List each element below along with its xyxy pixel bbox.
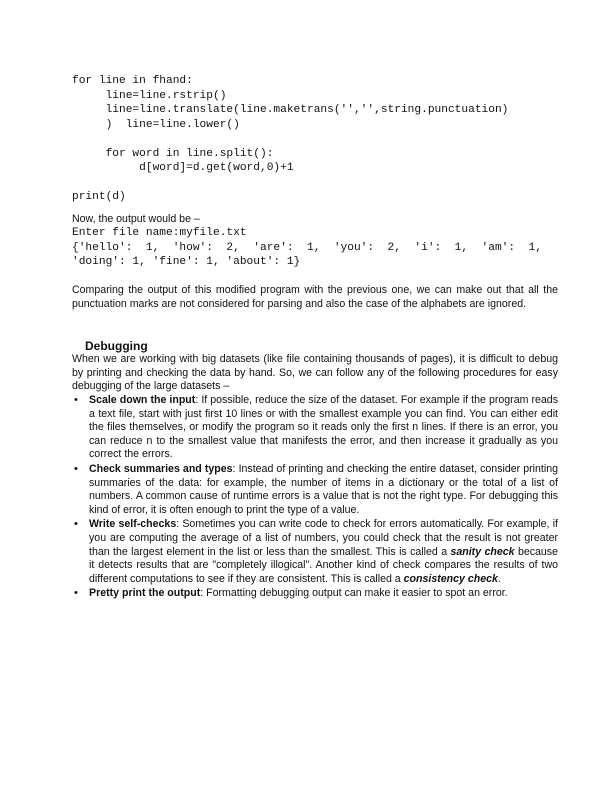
- bullet-text: because it detects results that are "completely illogical". Another kind of check compares the results of two different computations to see if they are consistent. This is called a: [89, 545, 558, 585]
- section-heading-debugging: Debugging: [85, 339, 148, 353]
- list-item: [72, 518, 558, 586]
- bullet-term: Write self-checks: [89, 518, 177, 531]
- bullet-text: .: [497, 572, 501, 585]
- bullet-term: Pretty print the output: [89, 587, 201, 600]
- bullet-glyph: •: [74, 587, 78, 600]
- code-block-word-count: [72, 74, 508, 205]
- emphasis-sanity-check: sanity check: [450, 545, 515, 558]
- output-intro: Now, the output would be –: [72, 213, 200, 225]
- debugging-intro-paragraph: When we are working with big datasets (like file containing thousands of pages), it is difficult to debug by printing and checking the data by hand. So, we can follow any of the following procedures for easy debugging of the large datasets –: [72, 353, 558, 393]
- code-line: for word in line.split():: [72, 147, 274, 160]
- bullet-glyph: •: [74, 394, 78, 406]
- comparison-paragraph: Comparing the output of this modified program with the previous one, we can make out that all the punctuation marks are not considered for parsing and also the case of the alphabets are ignored.: [72, 284, 558, 310]
- bullet-glyph: •: [74, 462, 78, 475]
- bullet-text: : Formatting debugging output can make it easier to spot an error.: [200, 587, 508, 600]
- list-item: [72, 587, 558, 601]
- bullet-text: : Instead of printing and checking the entire dataset, consider printing summaries of the data: for example, the number of items in a dictionary or the total of a list of numbers. A common cause of runtime errors is a value that is not the right type. For debugging this kind of error, it is often enough to print the type of a value.: [89, 462, 558, 516]
- list-item: [72, 463, 558, 517]
- output-line: {'hello': 1, 'how': 2, 'are': 1, 'you': 2, 'i': 1, 'am': 1,: [72, 241, 542, 254]
- bullet-term: Scale down the input: [89, 394, 196, 406]
- output-line: Enter file name:myfile.txt: [72, 227, 247, 239]
- bullet-term: Check summaries and types: [89, 462, 233, 475]
- code-line: print(d): [72, 191, 126, 203]
- code-line: ) line=line.lower(): [72, 118, 240, 131]
- debugging-procedures-list: [72, 394, 558, 602]
- code-line: line=line.translate(line.maketrans('','',string.punctuation): [72, 104, 509, 116]
- output-block: [72, 226, 542, 270]
- list-item: [72, 394, 558, 462]
- code-line: d[word]=d.get(word,0)+1: [72, 162, 294, 174]
- emphasis-consistency-check: consistency check: [403, 572, 498, 585]
- output-line: 'doing': 1, 'fine': 1, 'about': 1}: [72, 256, 301, 268]
- code-line: line=line.rstrip(): [72, 89, 227, 102]
- bullet-text: : If possible, reduce the size of the dataset. For example if the program reads a text file, start with just first 10 lines or with the smallest example you can find. You can either edit the files themselves, or modify the program so it reads only the first n lines. If there is an error, you can reduce n to the smallest value that manifests the error, and then increase it gradually as you correct the errors.: [89, 394, 558, 461]
- code-line: for line in fhand:: [72, 75, 193, 87]
- bullet-glyph: •: [74, 518, 78, 531]
- bullet-text: : Sometimes you can write code to check for errors automatically. For example, if you are computing the average of a list of numbers, you could check that the result is not greater than the largest element in the list or less than the smallest. This is called a: [89, 518, 558, 558]
